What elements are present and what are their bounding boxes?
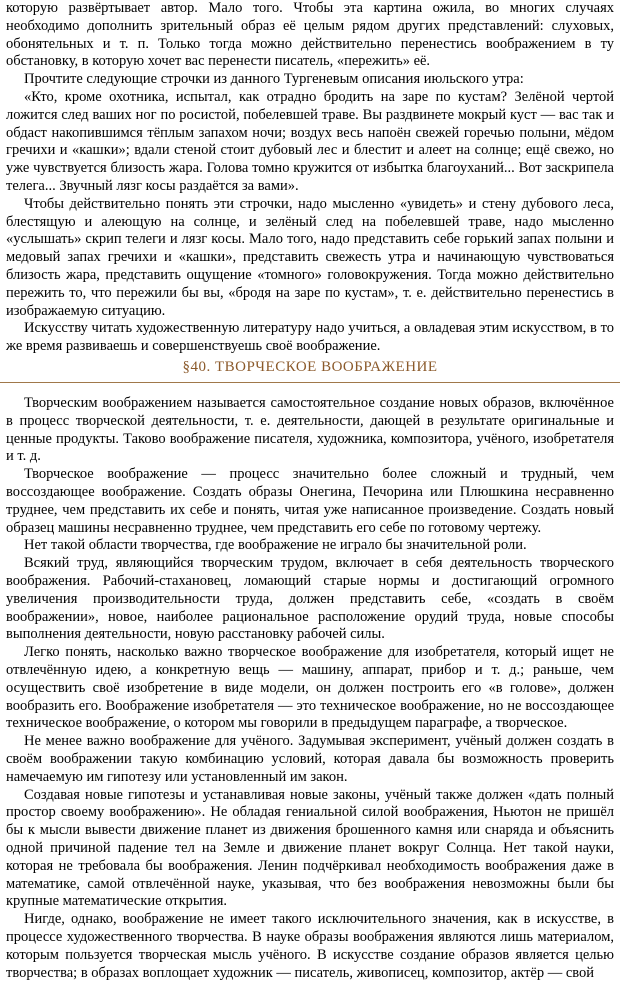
paragraph-labor: Всякий труд, являющийся творческим трудом, включает в себя деятельность творческого воображения. Рабочий-стахановец, ломающий старые нормы и достигающий огромного увеличения производительности труда, должен представить себе, «создать в своём воображении», новое, наиболее рациональное расположение орудий труда, новые способы выполнения деятельности, новую расстановку рабочей силы. xyxy=(6,555,614,643)
paragraph-reading-art: Искусству читать художественную литературу надо учиться, а овладевая этим искусством, в то же время развиваешь и совершенствуешь своё воображение. xyxy=(6,320,614,355)
paragraph-turgenev-quote: «Кто, кроме охотника, испытал, как отрадно бродить на заре по кустам? Зелёной чертой ложится след ваших ног по росистой, побелевшей траве. Вы раздвинете мокрый куст — вас так и обдаст накопившимся тёплым запахом ночи; воздух весь напоён свежей горечью полыни, мёдом гречихи и «кашки»; вдали стеной стоит дубовый лес и блестит и алеет на солнце; ещё свежо, но уже чувствуется близость жара. Голова томно кружится от избытка благоуханий... Вот заскрипела телега... Звучный лязг косы раздаётся за вами». xyxy=(6,88,614,194)
top-text-block xyxy=(6,0,614,356)
section-text-block xyxy=(6,395,614,982)
paragraph-scientist: Не менее важно воображение для учёного. Задумывая эксперимент, учёный должен создать в своём воображении такую комбинацию условий, которая давала бы возможность проверить намечаемую им гипотезу или установленный им закон. xyxy=(6,733,614,785)
paragraph-inventor: Легко понять, насколько важно творческое воображение для изобретателя, который ищет не отвлечённую идею, а конкретную вещь — машину, аппарат, прибор и т. д.; раньше, чем осуществить своё изобретение в виде модели, он должен построить его «в голове», должен вообразить его. Воображение изобретателя — это техническое воображение, но не воссоздающее техническое воображение, о котором мы говорили в предыдущем параграфе, а творческое. xyxy=(6,644,614,732)
paragraph-continuation: которую развёртывает автор. Мало того. Чтобы эта картина ожила, во многих случаях необходимо дополнить зрительный образ её целым рядом других представлений: слуховых, обонятельных и т. п. Только тогда можно действительно перенестись воображением в ту обстановку, в которую хочет вас перенести писатель, «пережить» её. xyxy=(6,0,614,70)
paragraph-understanding: Чтобы действительно понять эти строчки, надо мысленно «увидеть» и стену дубового леса, блестящую и алеющую на солнце, и зелёный след на побелевшей траве, надо мысленно «услышать» скрип телеги и лязг косы. Мало того, надо представить себе горький запах полыни и медовый запах гречихи и «кашки», представить свежесть утра и начинающую чувствоваться близость жара, представить ощущение «томного» головокружения. Тогда можно действительно пережить то, что пережили бы вы, «бродя на заре по кустам», т. е. действительно перенестись в изображаемую ситуацию. xyxy=(6,195,614,319)
paragraph-complexity: Творческое воображение — процесс значительно более сложный и трудный, чем воссоздающее воображение. Создать образы Онегина, Печорина или Плюшкина несравненно труднее, чем представить их себе и понять, читая уже написанное произведение. Создать новый образец машины несравненно труднее, чем представить его себе по готовому чертежу. xyxy=(6,466,614,536)
paragraph-art: Нигде, однако, воображение не имеет такого исключительного значения, как в искусстве, в процессе художественного творчества. В науке образы воображения являются лишь материалом, которым пользуется творческая мысль учёного. В искусстве создание образов является целью творчества; в образах воплощает художник — писатель, живописец, композитор, актёр — свой xyxy=(6,911,614,981)
section-title: §40. ТВОРЧЕСКОЕ ВООБРАЖЕНИЕ xyxy=(182,359,438,375)
paragraph-definition: Творческим воображением называется самостоятельное создание новых образов, включённое в процесс творческой деятельности, т. е. деятельности, дающей в результате оригинальные и ценные продукты. Таково воображение писателя, художника, композитора, учёного, изобретателя и т. д. xyxy=(6,395,614,465)
section-header xyxy=(0,354,620,383)
paragraph-every-field: Нет такой области творчества, где воображение не играло бы значительной роли. xyxy=(24,537,527,554)
paragraph-hypotheses: Создавая новые гипотезы и устанавливая новые законы, учёный также должен «дать полный простор своему воображению». Не обладая гениальной силой воображения, Ньютон не пришёл бы к мысли вывести движение планет из движения брошенного камня или снаряда и объяснить одной причиной падение тел на Земле и движение планет вокруг Солнца. Нет такой науки, которая не требовала бы воображения. Ленин подчёркивал необходимость воображения даже в математике, самой отвлечённой науке, указывая, что без воображения невозможны были бы крупные математические открытия. xyxy=(6,786,614,910)
paragraph-turgenev-intro: Прочтите следующие строчки из данного Тургеневым описания июльского утра: xyxy=(24,71,524,88)
